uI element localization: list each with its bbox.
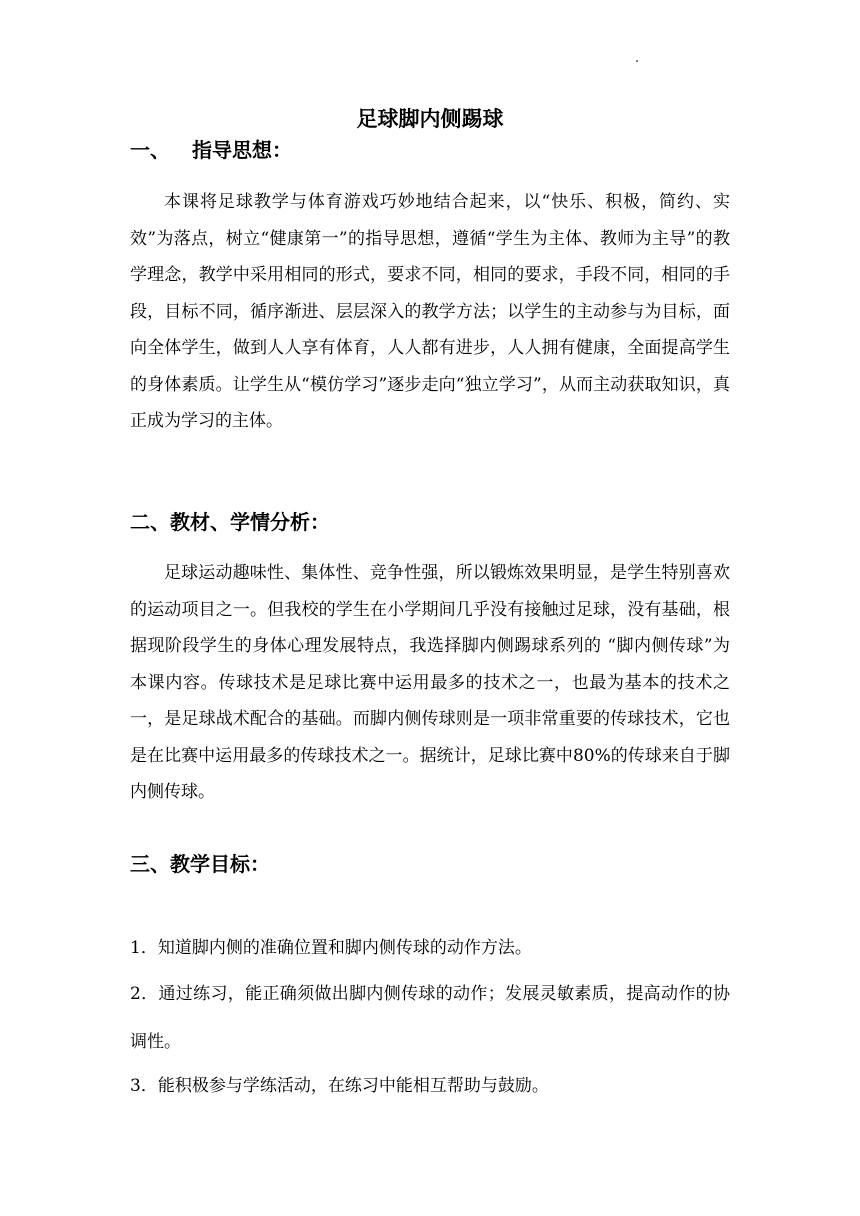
goal-list-item [130, 970, 730, 1066]
section-heading-teaching-goals: 三、教学目标： [130, 852, 270, 876]
paragraph-material-analysis: 足球运动趣味性、集体性、竞争性强，所以锻炼效果明显，是学生特别喜欢的运动项目之一。但我校的学生在小学期间几乎没有接触过足球，没有基础，根据现阶段学生的身体心理发展特点，我选择脚内侧踢球系列的 “脚内侧传球”为本课内容。传球技术是足球比赛中运用最多的技术之一，也最为基本的技术之一，是足球战术配合的基础。而脚内侧传球则是一项非常重要的传球技术，它也是在比赛中运用最多的传球技术之一。据统计，足球比赛中80%的传球来自于脚内侧传球。 [130, 563, 730, 802]
paragraph-guiding-ideology: 本课将足球教学与体育游戏巧妙地结合起来，以“快乐、积极，简约、实效”为落点，树立“健康第一”的指导思想，遵循“学生为主体、教师为主导”的教学理念，教学中采用相同的形式，要求不同，相同的要求，手段不同，相同的手段，目标不同，循序渐进、层层深入的教学方法；以学生的主动参与为目标，面向全体学生，做到人人享有体育，人人都有进步，人人拥有健康，全面提高学生的身体素质。让学生从“模仿学习”逐步走向“独立学习”，从而主动获取知识，真正成为学习的主体。 [130, 192, 730, 431]
section-heading-text: 指导思想： [192, 138, 292, 162]
page-dot-mark [636, 60, 638, 62]
document-title: 足球脚内侧踢球 [356, 107, 504, 131]
goal-item-text: 2．通过练习，能正确须做出脚内侧传球的动作；发展灵敏素质，提高动作的协调性。 [130, 984, 730, 1052]
section-heading-guiding-ideology [130, 136, 292, 164]
goal-item-text: 1．知道脚内侧的准确位置和脚内侧传球的动作方法。 [130, 938, 532, 958]
section-heading-material-analysis: 二、教材、学情分析： [130, 510, 330, 534]
goal-list-item [130, 1062, 730, 1110]
section-number: 一、 [130, 138, 170, 162]
goal-list-item [130, 924, 730, 972]
goal-item-text: 3．能积极参与学练活动，在练习中能相互帮助与鼓励。 [130, 1076, 549, 1096]
